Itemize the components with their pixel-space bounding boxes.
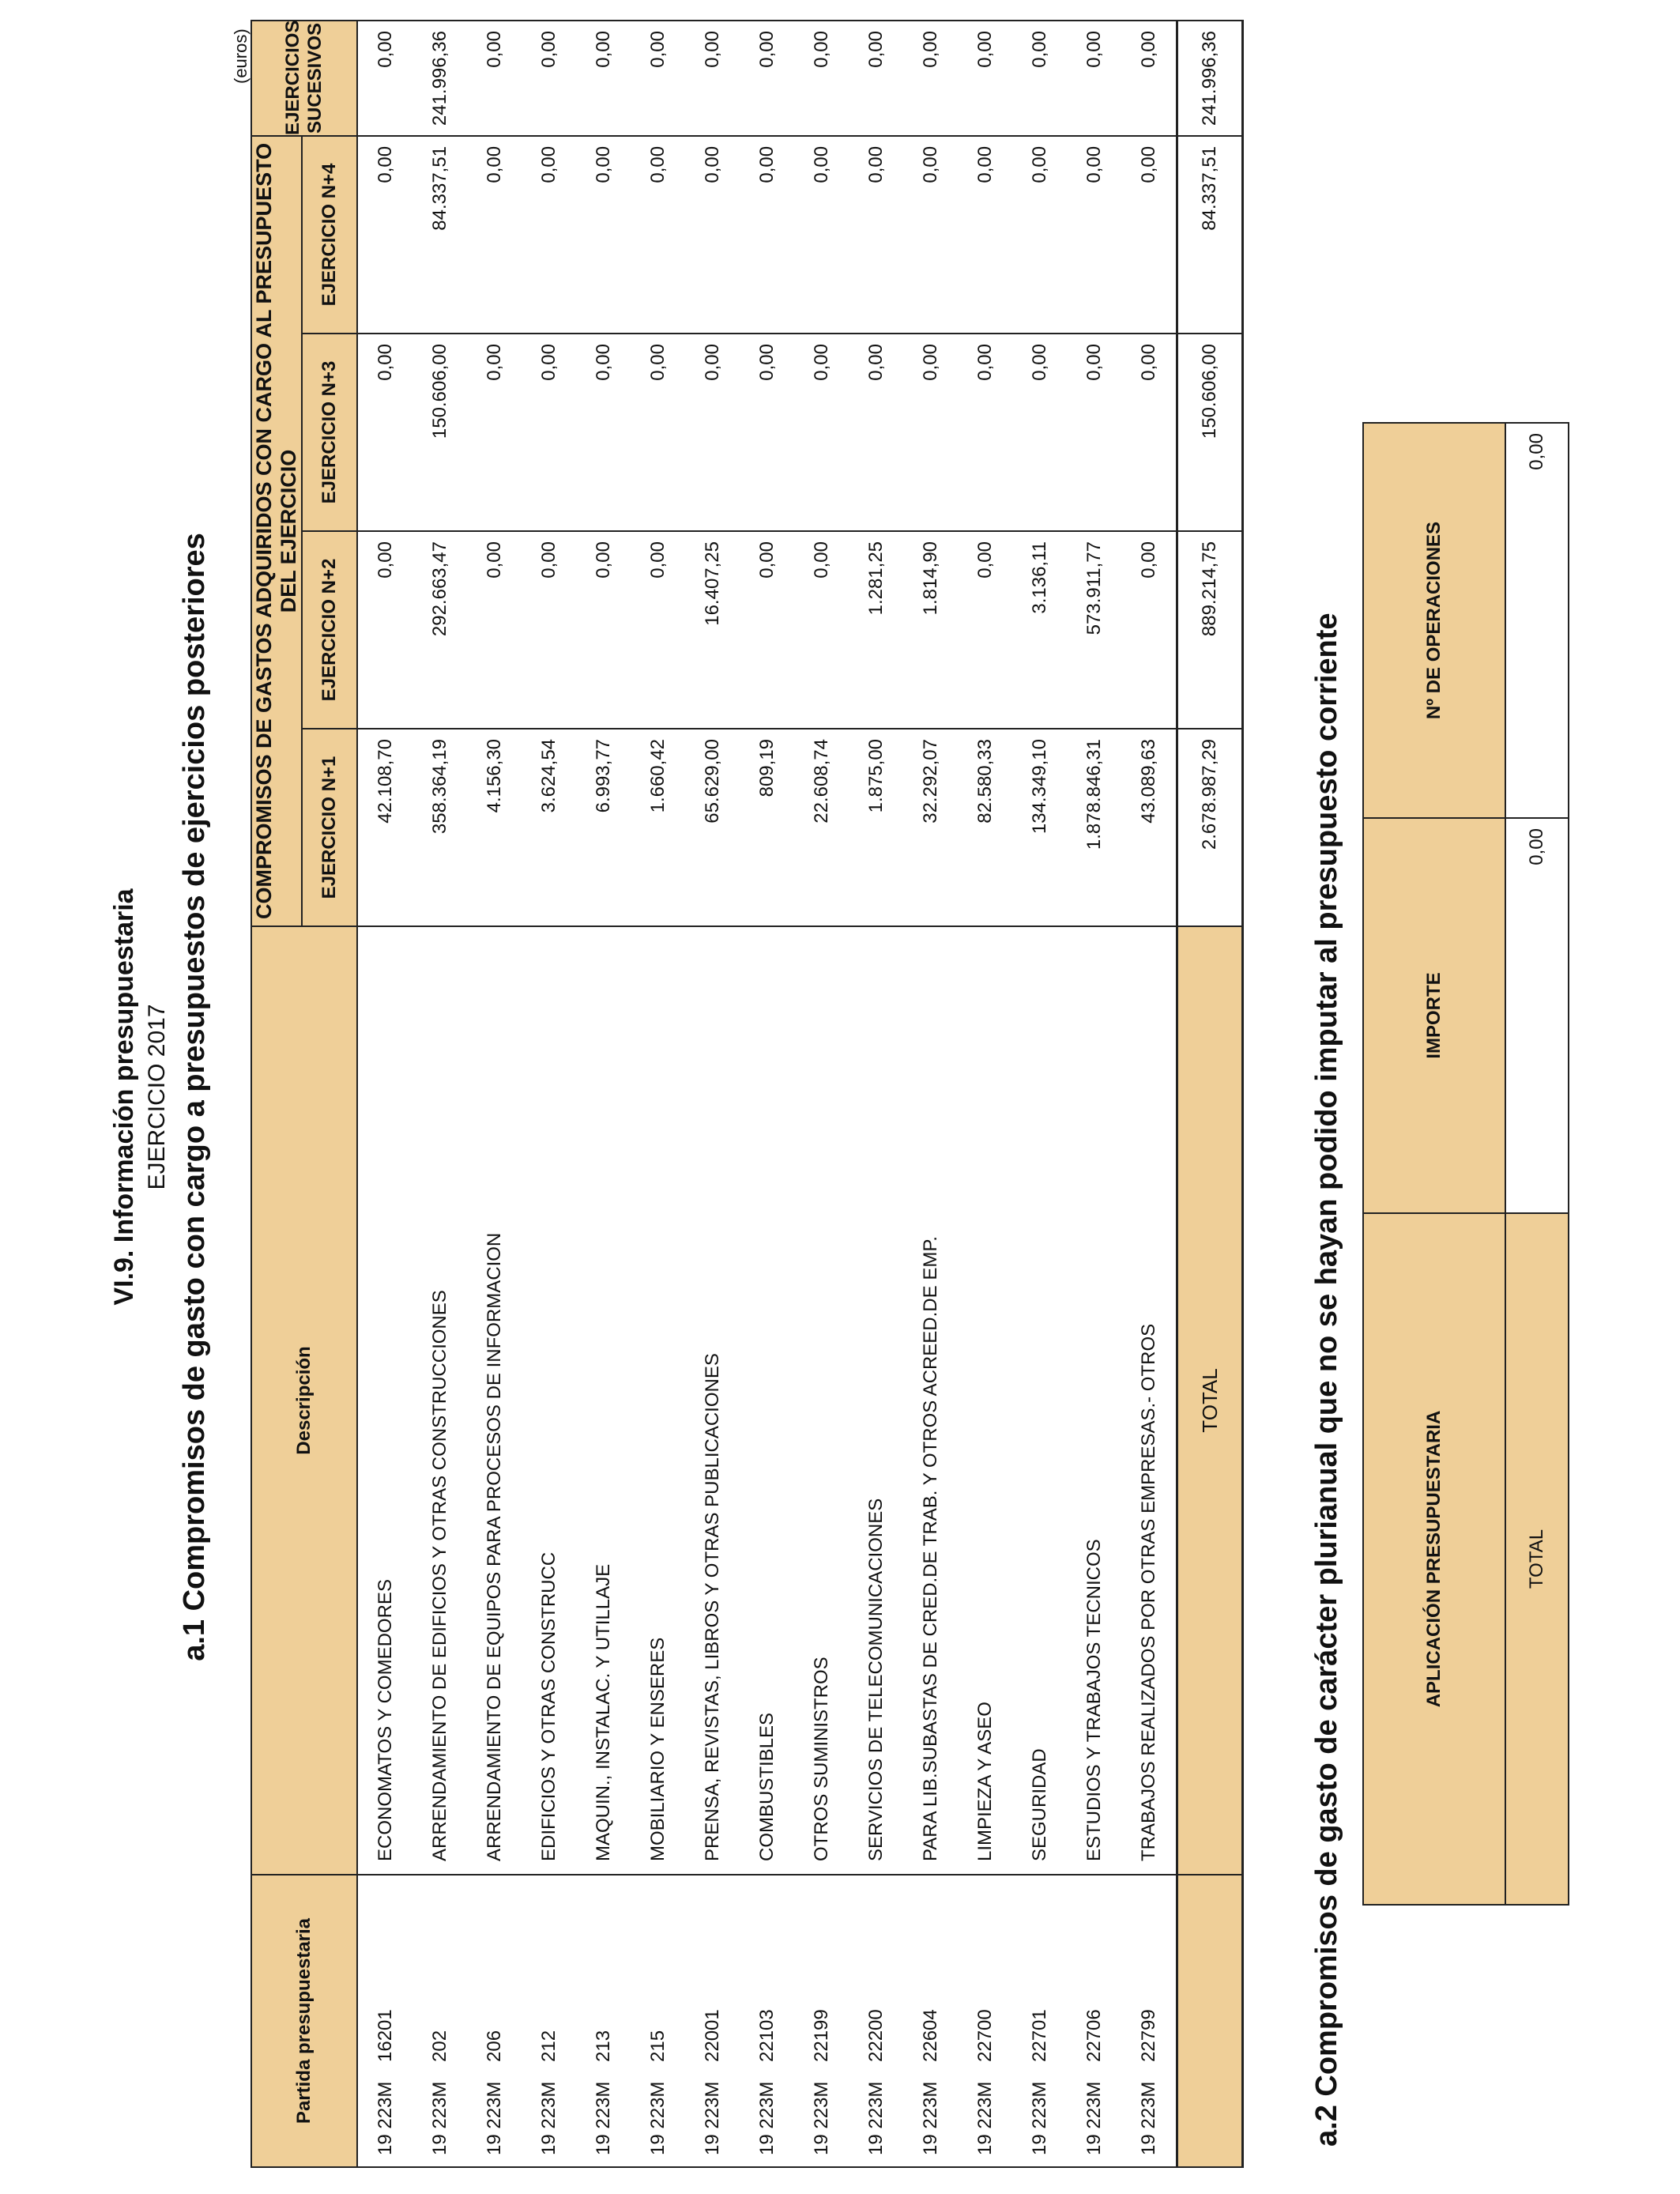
ejercicio-n4-cell: 84.337,51 [412, 136, 467, 334]
sucesivos-cell: 0,00 [357, 21, 412, 136]
ejercicio-n3-cell: 0,00 [958, 334, 1012, 531]
header-compromisos: COMPROMISOS DE GASTOS ADQUIRIDOS CON CARGO AL PRESUPUESTO DEL EJERCICIO [251, 136, 302, 926]
section-a2-title: a.2 Compromisos de gasto de carácter plurianual que no se hayan podido imputar al presupuesto corriente [1310, 613, 1343, 2147]
partida-cell [794, 1875, 849, 2167]
partida-org: 19 223M [1083, 2081, 1105, 2155]
ejercicio-n2-cell: 0,00 [357, 531, 412, 729]
ejercicio-n2-cell: 0,00 [522, 531, 576, 729]
partida-org: 19 223M [592, 2081, 614, 2155]
partida-code: 202 [428, 2030, 450, 2062]
ejercicio-n2-cell: 3.136,11 [1012, 531, 1067, 729]
ejercicio-n4-cell: 0,00 [1067, 136, 1121, 334]
ejercicio-n4-cell: 0,00 [849, 136, 903, 334]
descripcion-cell: EDIFICIOS Y OTRAS CONSTRUCC [522, 926, 576, 1875]
ejercicio-n4-cell: 0,00 [357, 136, 412, 334]
table-row [412, 21, 467, 2167]
ejercicio-n4-cell: 0,00 [740, 136, 794, 334]
ejercicio-n2-cell: 573.911,77 [1067, 531, 1121, 729]
partida-code: 212 [537, 2030, 559, 2062]
partida-code: 215 [646, 2030, 669, 2062]
sucesivos-cell: 0,00 [849, 21, 903, 136]
header-descripcion: Descripción [251, 926, 357, 1875]
partida-code: 206 [483, 2030, 505, 2062]
partida-cell [740, 1875, 794, 2167]
units-label: (euros) [231, 28, 250, 84]
sucesivos-cell: 0,00 [685, 21, 740, 136]
table-row [1067, 21, 1121, 2167]
ejercicio-n4-cell: 0,00 [1121, 136, 1177, 334]
page-subtitle: EJERCICIO 2017 [144, 1004, 170, 1190]
partida-cell [685, 1875, 740, 2167]
ejercicio-n1-cell: 32.292,07 [903, 729, 958, 926]
ejercicio-n1-cell: 42.108,70 [357, 729, 412, 926]
table-row [1121, 21, 1177, 2167]
table-row [1012, 21, 1067, 2167]
ejercicio-n3-cell: 0,00 [740, 334, 794, 531]
partida-cell [1012, 1875, 1067, 2167]
ejercicio-n1-cell: 1.878.846,31 [1067, 729, 1121, 926]
descripcion-cell: SEGURIDAD [1012, 926, 1067, 1875]
header-ejercicio-n3: EJERCICIO N+3 [302, 334, 357, 531]
table-row [794, 21, 849, 2167]
ejercicio-n2-cell: 0,00 [631, 531, 685, 729]
ejercicio-n2-cell: 1.814,90 [903, 531, 958, 729]
partida-code: 213 [592, 2030, 614, 2062]
partida-org: 19 223M [864, 2081, 887, 2155]
partida-cell [958, 1875, 1012, 2167]
ejercicio-n2-cell: 292.663,47 [412, 531, 467, 729]
ejercicio-n4-cell: 0,00 [522, 136, 576, 334]
ejercicio-n2-cell: 0,00 [1121, 531, 1177, 729]
table-row [685, 21, 740, 2167]
ejercicio-n2-cell: 16.407,25 [685, 531, 740, 729]
descripcion-cell: MOBILIARIO Y ENSERES [631, 926, 685, 1875]
ejercicio-n1-cell: 1.875,00 [849, 729, 903, 926]
ejercicio-n1-cell: 3.624,54 [522, 729, 576, 926]
partida-org: 19 223M [646, 2081, 669, 2155]
partida-code: 22799 [1137, 2009, 1159, 2062]
partida-org: 19 223M [974, 2081, 996, 2155]
ejercicio-n3-cell: 0,00 [903, 334, 958, 531]
ejercicio-n1-cell: 4.156,30 [467, 729, 522, 926]
ejercicio-n2-cell: 1.281,25 [849, 531, 903, 729]
plurianual-table [1362, 422, 1569, 1906]
page-title: VI.9. Información presupuestaria [109, 888, 139, 1306]
ejercicio-n1-cell: 6.993,77 [576, 729, 631, 926]
ejercicio-n3-cell: 0,00 [1067, 334, 1121, 531]
header-operaciones: Nº DE OPERACIONES [1363, 423, 1505, 818]
partida-code: 22706 [1083, 2009, 1105, 2062]
descripcion-cell: ARRENDAMIENTO DE EDIFICIOS Y OTRAS CONSTRUCCIONES [412, 926, 467, 1875]
header-sucesivos-line2: SUCESIVOS [304, 22, 326, 134]
ejercicio-n2-cell: 0,00 [794, 531, 849, 729]
a2-total-importe: 0,00 [1505, 818, 1569, 1213]
descripcion-cell: ECONOMATOS Y COMEDORES [357, 926, 412, 1875]
total-n1: 2.678.987,29 [1177, 729, 1243, 926]
total-sucesivos: 241.996,36 [1177, 21, 1243, 136]
partida-cell [1121, 1875, 1177, 2167]
ejercicio-n3-cell: 0,00 [467, 334, 522, 531]
partida-org: 19 223M [537, 2081, 559, 2155]
ejercicio-n2-cell: 0,00 [958, 531, 1012, 729]
sucesivos-cell: 0,00 [740, 21, 794, 136]
table-row [522, 21, 576, 2167]
ejercicio-n1-cell: 82.580,33 [958, 729, 1012, 926]
ejercicio-n3-cell: 0,00 [685, 334, 740, 531]
ejercicio-n1-cell: 43.089,63 [1121, 729, 1177, 926]
partida-code: 22199 [810, 2009, 832, 2062]
table-row [958, 21, 1012, 2167]
ejercicio-n1-cell: 65.629,00 [685, 729, 740, 926]
ejercicio-n4-cell: 0,00 [685, 136, 740, 334]
partida-org: 19 223M [483, 2081, 505, 2155]
ejercicio-n3-cell: 0,00 [794, 334, 849, 531]
partida-cell [903, 1875, 958, 2167]
ejercicio-n4-cell: 0,00 [467, 136, 522, 334]
partida-code: 16201 [374, 2009, 396, 2062]
total-partida-cell [1177, 1875, 1243, 2167]
header-ejercicio-n2: EJERCICIO N+2 [302, 531, 357, 729]
header-importe: IMPORTE [1363, 818, 1505, 1213]
table-row [631, 21, 685, 2167]
partida-org: 19 223M [428, 2081, 450, 2155]
ejercicio-n1-cell: 134.349,10 [1012, 729, 1067, 926]
total-n2: 889.214,75 [1177, 531, 1243, 729]
section-a1-title: a.1 Compromisos de gasto con cargo a presupuestos de ejercicios posteriores [178, 533, 211, 1661]
ejercicio-n3-cell: 0,00 [576, 334, 631, 531]
sucesivos-cell: 0,00 [467, 21, 522, 136]
ejercicio-n2-cell: 0,00 [740, 531, 794, 729]
total-row [1177, 21, 1243, 2167]
ejercicio-n1-cell: 809,19 [740, 729, 794, 926]
partida-code: 22604 [919, 2009, 941, 2062]
ejercicio-n2-cell: 0,00 [576, 531, 631, 729]
ejercicio-n3-cell: 150.606,00 [412, 334, 467, 531]
sucesivos-cell: 0,00 [1012, 21, 1067, 136]
descripcion-cell: PRENSA, REVISTAS, LIBROS Y OTRAS PUBLICACIONES [685, 926, 740, 1875]
sucesivos-cell: 0,00 [903, 21, 958, 136]
header-ejercicio-n4: EJERCICIO N+4 [302, 136, 357, 334]
ejercicio-n1-cell: 22.608,74 [794, 729, 849, 926]
header-partida: Partida presupuestaria [251, 1875, 357, 2167]
sucesivos-cell: 0,00 [576, 21, 631, 136]
partida-org: 19 223M [701, 2081, 723, 2155]
ejercicio-n4-cell: 0,00 [794, 136, 849, 334]
partida-code: 22103 [755, 2009, 778, 2062]
ejercicio-n4-cell: 0,00 [631, 136, 685, 334]
table-row [740, 21, 794, 2167]
ejercicio-n3-cell: 0,00 [849, 334, 903, 531]
ejercicio-n2-cell: 0,00 [467, 531, 522, 729]
a2-total-operaciones: 0,00 [1505, 423, 1569, 818]
partida-cell [849, 1875, 903, 2167]
ejercicio-n3-cell: 0,00 [631, 334, 685, 531]
sucesivos-cell: 0,00 [1121, 21, 1177, 136]
descripcion-cell: SERVICIOS DE TELECOMUNICACIONES [849, 926, 903, 1875]
ejercicio-n3-cell: 0,00 [1121, 334, 1177, 531]
partida-org: 19 223M [919, 2081, 941, 2155]
table-row [467, 21, 522, 2167]
partida-org: 19 223M [374, 2081, 396, 2155]
ejercicio-n3-cell: 0,00 [357, 334, 412, 531]
descripcion-cell: LIMPIEZA Y ASEO [958, 926, 1012, 1875]
partida-org: 19 223M [1137, 2081, 1159, 2155]
partida-org: 19 223M [755, 2081, 778, 2155]
descripcion-cell: OTROS SUMINISTROS [794, 926, 849, 1875]
commitments-table-body [357, 21, 1177, 2167]
partida-org: 19 223M [1028, 2081, 1050, 2155]
header-sucesivos [251, 21, 357, 136]
table-row [576, 21, 631, 2167]
ejercicio-n1-cell: 1.660,42 [631, 729, 685, 926]
partida-cell [1067, 1875, 1121, 2167]
ejercicio-n1-cell: 358.364,19 [412, 729, 467, 926]
descripcion-cell: TRABAJOS REALIZADOS POR OTRAS EMPRESAS.- OTROS [1121, 926, 1177, 1875]
partida-cell [522, 1875, 576, 2167]
descripcion-cell: ARRENDAMIENTO DE EQUIPOS PARA PROCESOS DE INFORMACION [467, 926, 522, 1875]
ejercicio-n4-cell: 0,00 [958, 136, 1012, 334]
total-n3: 150.606,00 [1177, 334, 1243, 531]
a2-total-label: TOTAL [1505, 1213, 1569, 1905]
partida-cell [576, 1875, 631, 2167]
ejercicio-n4-cell: 0,00 [903, 136, 958, 334]
sucesivos-cell: 0,00 [794, 21, 849, 136]
partida-org: 19 223M [810, 2081, 832, 2155]
descripcion-cell: MAQUIN., INSTALAC. Y UTILLAJE [576, 926, 631, 1875]
total-n4: 84.337,51 [1177, 136, 1243, 334]
partida-code: 22200 [864, 2009, 887, 2062]
commitments-table [250, 20, 1244, 2168]
sucesivos-cell: 0,00 [1067, 21, 1121, 136]
table-row [357, 21, 412, 2167]
descripcion-cell: COMBUSTIBLES [740, 926, 794, 1875]
total-label: TOTAL [1177, 926, 1243, 1875]
partida-cell [357, 1875, 412, 2167]
ejercicio-n3-cell: 0,00 [1012, 334, 1067, 531]
header-sucesivos-line1: EJERCICIOS [282, 20, 303, 135]
sucesivos-cell: 0,00 [522, 21, 576, 136]
descripcion-cell: ESTUDIOS Y TRABAJOS TECNICOS [1067, 926, 1121, 1875]
ejercicio-n3-cell: 0,00 [522, 334, 576, 531]
sucesivos-cell: 0,00 [631, 21, 685, 136]
header-ejercicio-n1: EJERCICIO N+1 [302, 729, 357, 926]
partida-cell [467, 1875, 522, 2167]
sucesivos-cell: 0,00 [958, 21, 1012, 136]
descripcion-cell: PARA LIB.SUBASTAS DE CRED.DE TRAB. Y OTROS ACREED.DE EMP. [903, 926, 958, 1875]
sucesivos-cell: 241.996,36 [412, 21, 467, 136]
partida-code: 22701 [1028, 2009, 1050, 2062]
ejercicio-n4-cell: 0,00 [1012, 136, 1067, 334]
table-row [849, 21, 903, 2167]
ejercicio-n4-cell: 0,00 [576, 136, 631, 334]
header-aplicacion: APLICACIÓN PRESUPUESTARIA [1363, 1213, 1505, 1905]
partida-cell [631, 1875, 685, 2167]
partida-cell [412, 1875, 467, 2167]
table-row [903, 21, 958, 2167]
partida-code: 22700 [974, 2009, 996, 2062]
partida-code: 22001 [701, 2009, 723, 2062]
